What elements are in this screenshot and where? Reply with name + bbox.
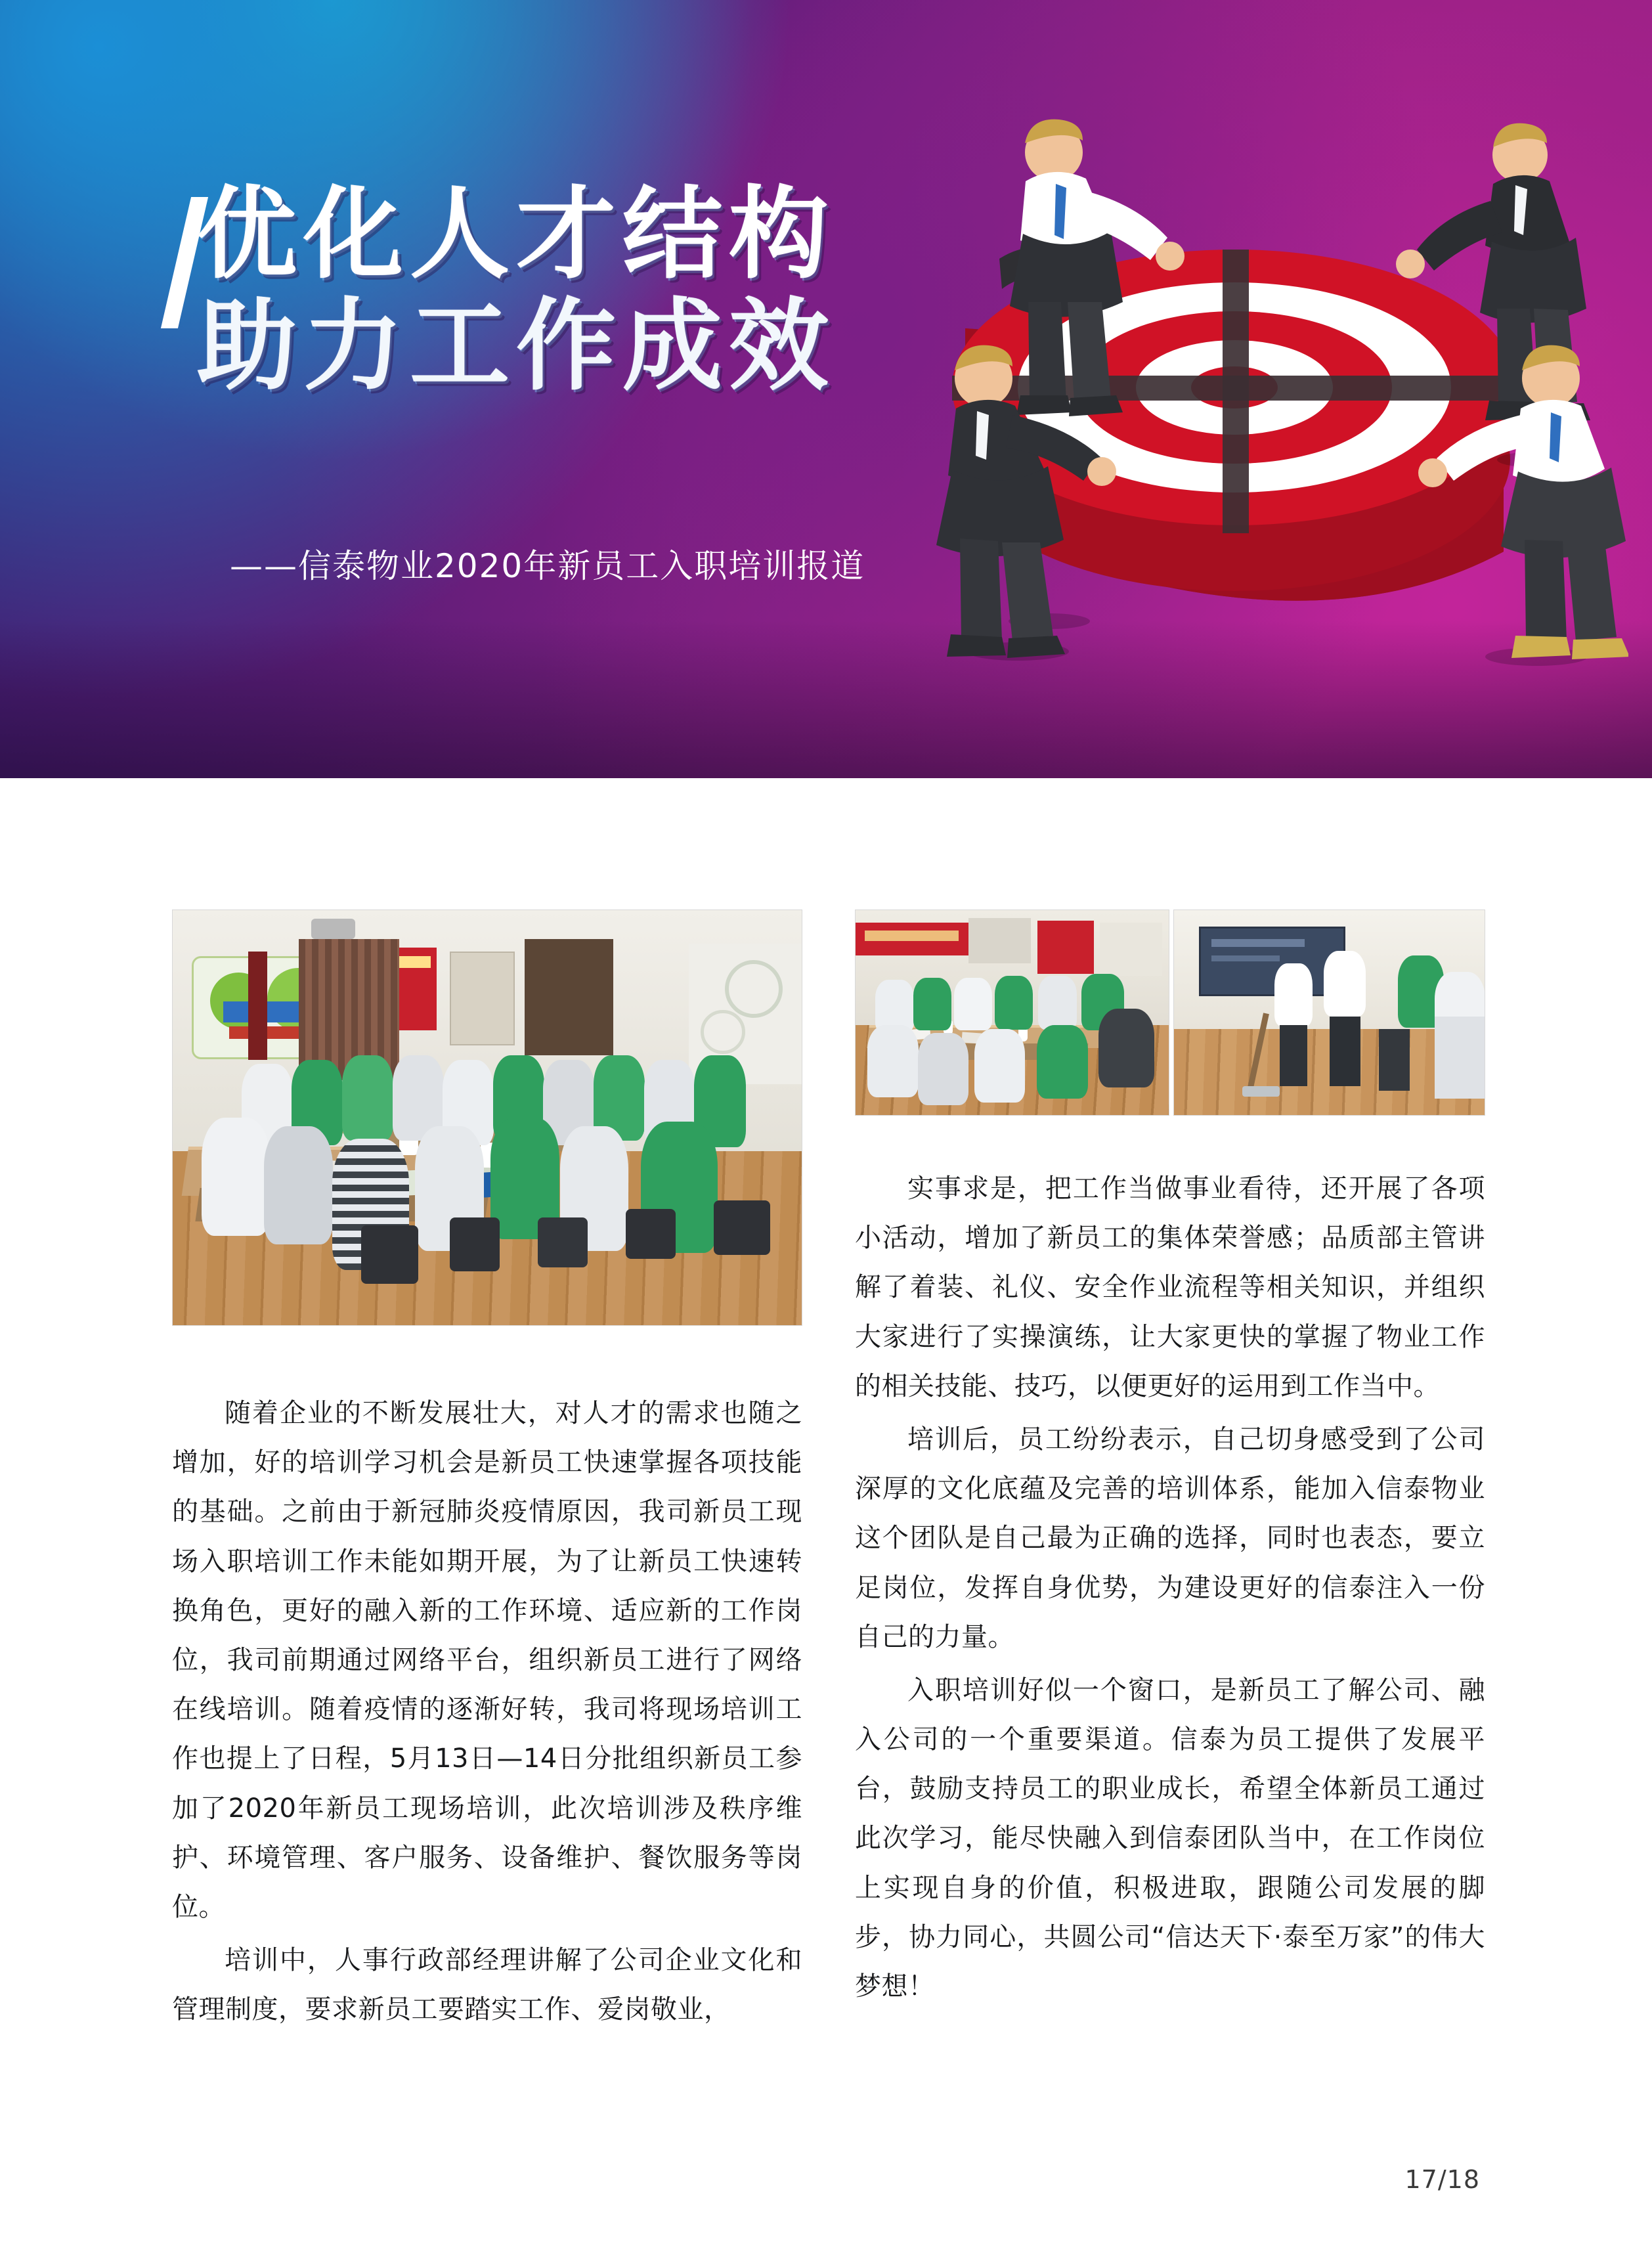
training-demo-photo xyxy=(1173,909,1485,1116)
paragraph: 随着企业的不断发展壮大，对人才的需求也随之增加，好的培训学习机会是新员工快速掌握各项技能的基础。之前由于新冠肺炎疫情原因，我司新员工现场入职培训工作未能如期开展，为了让新员工快速转换角色，更好的融入新的工作环境、适应新的工作岗位，我司前期通过网络平台，组织新员工进行了网络在线培训。随着疫情的逐渐好转，我司将现场培训工作也提上了日程，5月13日—14日分批组织新员工参加了2020年新员工现场培训，此次培训涉及秩序维护、环境管理、客户服务、设备维护、餐饮服务等岗位。 xyxy=(172,1398,802,1922)
photo-row xyxy=(855,909,1485,1116)
team-pushing-target-illustration xyxy=(873,92,1628,703)
hero-title xyxy=(197,176,835,405)
right-column xyxy=(855,909,1485,2015)
left-column xyxy=(172,909,802,2038)
paragraph: 培训中，人事行政部经理讲解了公司企业文化和管理制度，要求新员工要踏实工作、爱岗敬业， xyxy=(172,1945,802,2025)
paragraph: 入职培训好似一个窗口，是新员工了解公司、融入公司的一个重要渠道。信泰为员工提供了发展平台，鼓励支持员工的职业成长，希望全体新员工通过此次学习，能尽快融入到信泰团队当中，在工作岗位上实现自身的价值，积极进取，跟随公司发展的脚步，协力同心，共圆公司“信达天下·泰至万家”的伟大梦想！ xyxy=(855,1675,1485,2002)
paragraph: 培训后，员工纷纷表示，自己切身感受到了公司深厚的文化底蕴及完善的培训体系，能加入信泰物业这个团队是自己最为正确的选择，同时也表态，要立足岗位，发挥自身优势，为建设更好的信泰注入一份自己的力量。 xyxy=(855,1424,1485,1652)
hero-title-line-2: 助力工作成效 xyxy=(197,288,835,405)
training-meeting-photo xyxy=(855,909,1169,1116)
training-classroom-photo xyxy=(172,909,802,1326)
paragraph: 实事求是，把工作当做事业看待，还开展了各项小活动，增加了新员工的集体荣誉感；品质部主管讲解了着装、礼仪、安全作业流程等相关知识，并组织大家进行了实操演练，让大家更快的掌握了物业工作的相关技能、技巧，以便更好的运用到工作当中。 xyxy=(855,1173,1485,1401)
hero-subtitle: ——信泰物业2020年新员工入职培训报道 xyxy=(230,547,865,585)
hero-banner xyxy=(0,0,1652,778)
page-number: 17/18 xyxy=(1404,2165,1480,2194)
hero-title-line-1: 优化人才结构 xyxy=(197,176,835,292)
article-page xyxy=(0,778,1652,2257)
left-column-text xyxy=(172,1389,802,2034)
right-column-text xyxy=(855,1164,1485,2011)
